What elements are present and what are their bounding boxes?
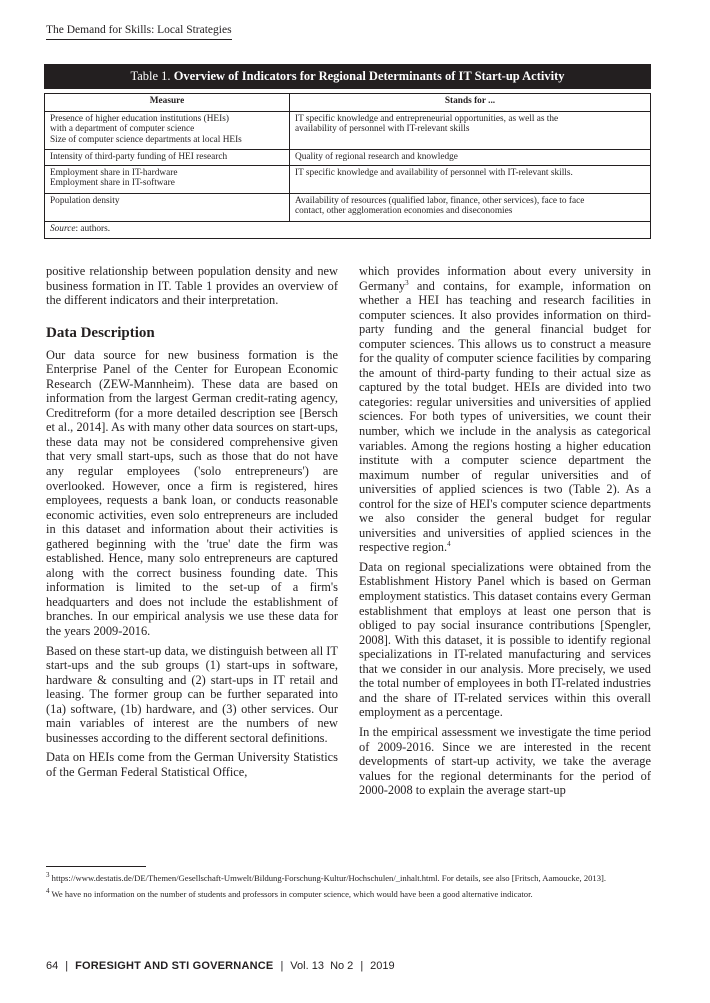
cell-line: availability of personnel with IT-relevant skills [295,124,470,135]
table-cell-measure [45,166,290,194]
table-header-stands-for: Stands for ... [290,94,651,112]
cell-line: IT specific knowledge and entrepreneurial opportunities, as well as the [295,114,559,124]
footnote-mark: 3 [46,871,50,880]
paragraph: Based on these start-up data, we distinguish between all IT start-ups and the sub groups (1) start-ups in software, hardware & consulting and (2) start-ups in IT retail and leasing. The former group can be further separated into (1a) software, (1b) hardware, and (3) other services. Our main variables of interest are the numbers of new businesses according to the different sectoral definitions. [46,643,338,745]
paragraph: positive relationship between population density and new business formation in IT. Table 1 provides an overview of the different indicators and their interpretation. [46,264,338,308]
cell-line: Intensity of third-party funding of HEI research [50,152,228,162]
footnote [46,873,652,883]
cell-line: Employment share in IT-hardware [50,168,178,178]
source-label: Source [50,224,76,234]
paragraph: Our data source for new business formation is the Enterprise Panel of the Center for European Economic Research (ZEW-Mannheim). These data are based on information from the largest German credit-rating agency, Creditreform (for a more detailed description see [Bersch et al., 2014]. As with many other data sources on start-ups, these data may not be considered comprehensive given that very small start-ups, such as those that do not have any regular employees ('solo entrepreneurs') are overlooked. However, once a firm is registered, hires employees, requests a bank loan, or conducts reasonable economic activities, even solo entrepreneurs are included in this dataset and information about their activities is gathered beginning with the 'true' date the firm was established. Hence, many solo entrepreneurs are captured along with the correct business founding date. This information is limited to the set-up of a firm's headquarters and does not include the establishment of branches. In our empirical analysis we use these data for the years 2009-2016. [46,347,338,639]
cell-line: IT specific knowledge and availability of personnel with IT-relevant skills. [295,168,573,178]
table-title: Overview of Indicators for Regional Determinants of IT Start-up Activity [173,69,565,83]
cell-line: contact, other agglomeration economies and diseconomies [295,206,513,217]
table-label: Table 1. [130,69,174,83]
paragraph [359,264,651,555]
table-row [45,194,651,222]
volume: Vol. 13 [290,960,324,972]
table-row [45,150,651,166]
table-row [45,112,651,150]
table-header-row [45,94,651,112]
cell-line: Quality of regional research and knowledge [295,152,458,162]
table-cell-stands-for [290,150,651,166]
paragraph: Data on HEIs come from the German University Statistics of the German Federal Statistical Office, [46,750,338,779]
table-cell-measure [45,150,290,166]
footnote-ref: 3 [405,278,409,287]
text-run: and contains, for example, information on whether a HEI has teaching and research facilities in computer sciences. It also provides information on third-party funding and the general financial budget for computer sciences. This allows us to construct a measure for the quality of computer science facilities by comparing the amount of third-party funding to their actual size as captured by the total budget. HEIs are divided into two categories: regular universities and universities of applied sciences. For both types of universities, we count their number, which we include in the analysis as categorical variables. Among the regions hosting a higher education institute with a computer science department the maximum number of regular universities and of universities of applied sciences is two (Table 2). As a control for the size of HEI's computer science departments we also consider the general budget for regular universities and universities of applied sciences in the respective region. [359,278,651,555]
page-number: 64 [46,960,59,972]
table-source-row [45,222,651,239]
text-run: which provides information about every university in Germany [359,264,651,293]
source-text: : authors. [75,224,111,234]
left-column [46,264,338,785]
cell-line: Availability of resources (qualified labor, finance, other services), face to face [295,196,585,206]
running-head: The Demand for Skills: Local Strategies [46,24,232,40]
journal-name: FORESIGHT AND STI GOVERNANCE [75,960,274,972]
footnote-rule [46,866,146,867]
footnote-ref: 4 [447,540,451,549]
cell-line: Employment share in IT-software [50,178,175,189]
table-row [45,166,651,194]
year: 2019 [370,960,395,972]
footnote-mark: 4 [46,887,50,896]
footnote-text: We have no information on the number of students and professors in computer science, which would have been a good alternative indicator. [51,889,533,900]
footnote-text: https://www.destatis.de/DE/Themen/Gesellschaft-Umwelt/Bildung-Forschung-Kultur/Hochschulen/_inhalt.html. For details, see also [Fritsch, Aamoucke, 2013]. [51,873,607,883]
table-cell-stands-for [290,194,651,222]
table-caption [44,64,651,89]
cell-line: Population density [50,196,120,206]
cell-line: Size of computer science departments at local HEIs [50,134,242,145]
page-footer: 64 | FORESIGHT AND STI GOVERNANCE | Vol. 13 No 2 | 2019 [46,960,395,972]
indicator-table [44,93,651,239]
table-cell-measure [45,112,290,150]
cell-line: Presence of higher education institutions (HEIs) [50,114,229,124]
table-cell-stands-for [290,112,651,150]
issue: No 2 [330,960,354,972]
paragraph: In the empirical assessment we investigate the time period of 2009-2016. Since we are interested in the recent developments of start-up activity, we take the average values for the regional determinants for the period of 2000-2008 to explain the average start-up [359,724,651,798]
table-cell-measure [45,194,290,222]
cell-line: with a department of computer science [50,124,195,135]
section-heading: Data Description [46,324,155,341]
footnotes [46,873,652,905]
right-column [359,264,651,803]
table-cell-stands-for [290,166,651,194]
table-source [45,222,651,239]
paragraph: Data on regional specializations were obtained from the Establishment History Panel which is based on German employment statistics. This dataset contains every German establishment that employs at least one person that is obliged to pay social insurance contributions [Spengler, 2008]. With this dataset, it is possible to identify regional specializations in IT-related manufacturing and services that we consider in our analysis. More precisely, we used the total number of employees in both IT-related industries and the share of IT-related services within this overall employment as a percentage. [359,559,651,720]
footnote [46,889,652,899]
table-header-measure: Measure [45,94,290,112]
